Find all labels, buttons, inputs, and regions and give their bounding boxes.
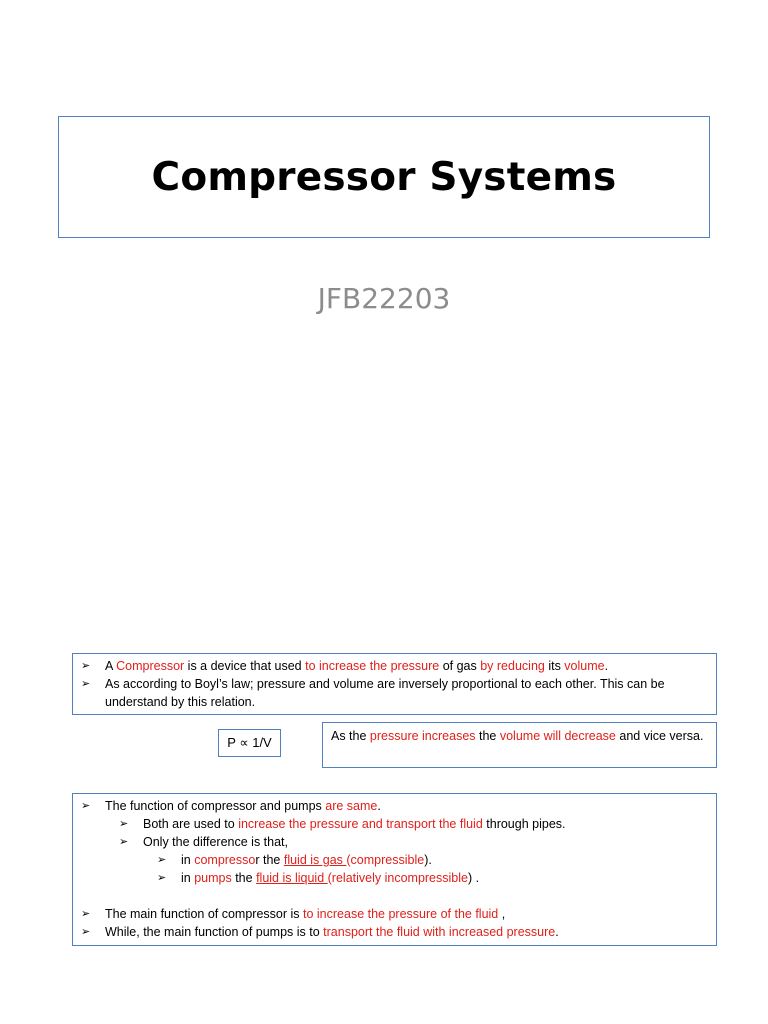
arrow-bullet-icon: ➢ (157, 872, 167, 884)
list-item: ➢ Only the difference is that, (119, 835, 288, 849)
relation-note-box: As the pressure increases the volume will decrease and vice versa. (322, 722, 717, 768)
formula-box (218, 729, 281, 757)
list-item: ➢ While, the main function of pumps is to transport the fluid with increased pressure. (81, 925, 559, 939)
arrow-bullet-icon: ➢ (81, 908, 91, 920)
formula: P ∝ 1/V (227, 735, 272, 750)
function-box (72, 793, 717, 946)
arrow-bullet-icon: ➢ (81, 660, 91, 672)
slide-title: Compressor Systems (151, 154, 617, 200)
arrow-bullet-icon: ➢ (119, 836, 129, 848)
arrow-bullet-icon: ➢ (81, 678, 91, 690)
arrow-bullet-icon: ➢ (81, 926, 91, 938)
list-item: ➢ Both are used to increase the pressure and transport the fluid through pipes. (119, 817, 566, 831)
title-box (58, 116, 710, 238)
arrow-bullet-icon: ➢ (81, 800, 91, 812)
arrow-bullet-icon: ➢ (119, 818, 129, 830)
list-item: ➢ in pumps the fluid is liquid (relatively incompressible) . (157, 871, 480, 885)
arrow-bullet-icon: ➢ (157, 854, 167, 866)
list-item: ➢ The main function of compressor is to increase the pressure of the fluid , (81, 907, 506, 921)
list-item: ➢ The function of compressor and pumps are same. (81, 799, 381, 813)
spacer (81, 887, 708, 905)
definition-box (72, 653, 717, 715)
list-item: ➢ As according to Boyl’s law; pressure and volume are inversely proportional to each other. This can be understand by this relation. (81, 677, 665, 709)
list-item: ➢ in compressor the fluid is gas (compressible). (157, 853, 432, 867)
course-code: JFB22203 (317, 282, 451, 315)
list-item: ➢ A Compressor is a device that used to increase the pressure of gas by reducing its volume. (81, 659, 609, 673)
